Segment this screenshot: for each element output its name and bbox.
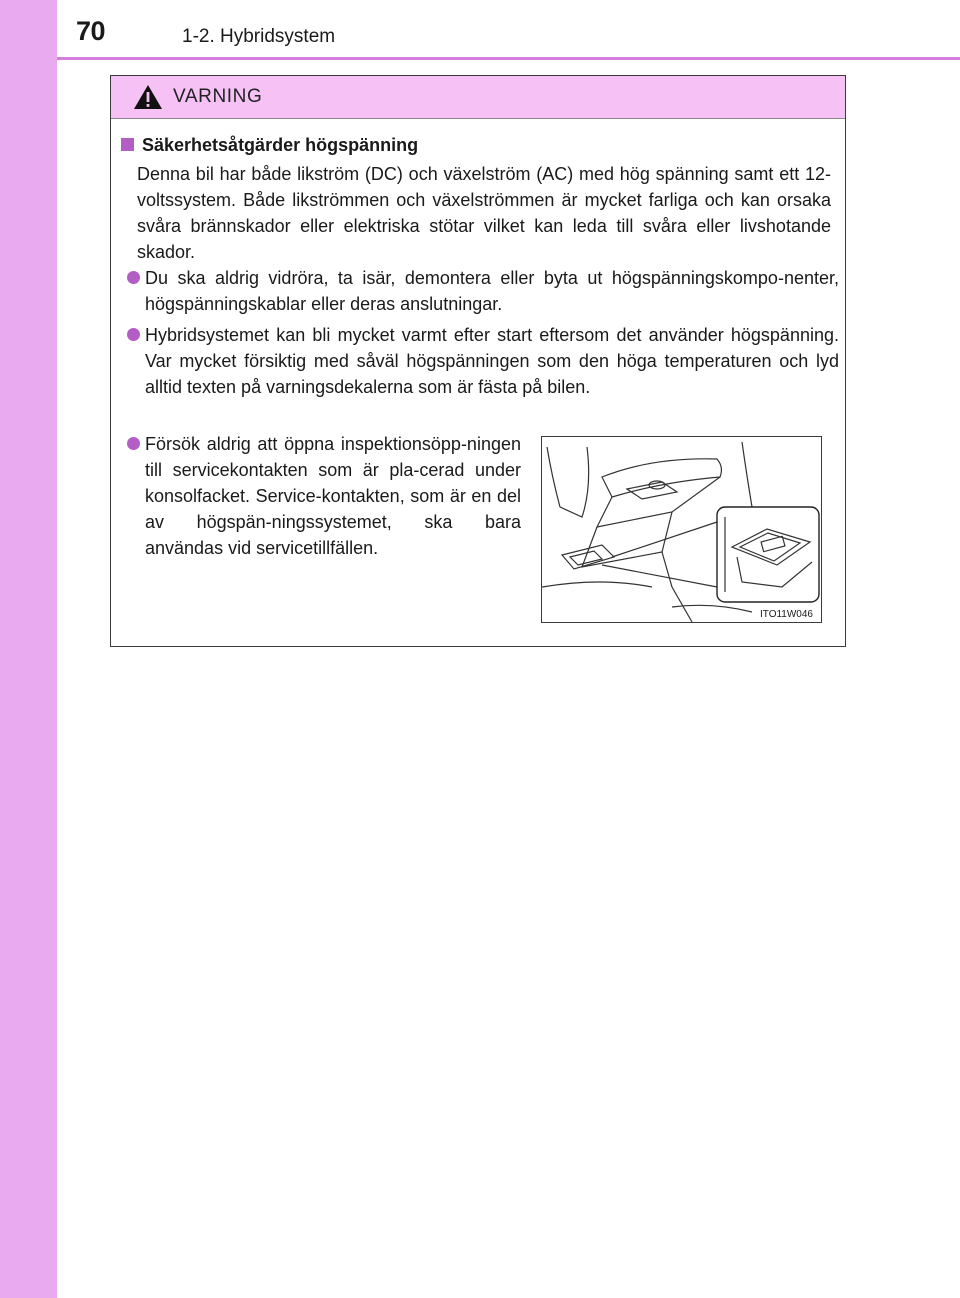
list-item <box>127 265 839 317</box>
list-item-text: Försök aldrig att öppna inspektionsöpp-ningen till servicekontakten som är pla-cerad under konsolfacket. Service-kontakten, som är en del av högspän-ningssystemet, ska bara användas vid servicetillfällen. <box>145 434 521 558</box>
round-bullet-icon <box>127 437 140 450</box>
round-bullet-icon <box>127 271 140 284</box>
round-bullet-icon <box>127 328 140 341</box>
list-item <box>127 431 521 561</box>
warning-label: VARNING <box>173 86 263 107</box>
section-heading-text: Säkerhetsåtgärder högspänning <box>142 135 419 155</box>
square-bullet-icon <box>121 138 134 151</box>
section-title: 1-2. Hybridsystem <box>182 26 336 47</box>
list-item-text: Hybridsystemet kan bli mycket varmt efter start eftersom det använder högspänning. Var mycket försiktig med såväl högspänningen som den höga temperaturen och lyd alltid texten på varningsdekalerna som är fästa på bilen. <box>145 325 839 397</box>
figure-code: ITO11W046 <box>760 609 813 620</box>
page-number: 70 <box>76 16 106 46</box>
side-bar <box>0 0 57 1298</box>
warning-header <box>111 76 845 119</box>
list-item-text: Du ska aldrig vidröra, ta isär, demontera eller byta ut högspänningskompo-nenter, högspänningskablar eller deras anslutningar. <box>145 268 839 314</box>
warning-triangle-icon <box>133 84 163 110</box>
header-divider <box>57 57 960 60</box>
section-heading <box>121 135 418 156</box>
warning-box <box>110 75 846 647</box>
console-drawing <box>542 437 822 623</box>
intro-paragraph: Denna bil har både likström (DC) och växelström (AC) med hög spänning samt ett 12-voltssystem. Både likströmmen och växelströmmen är mycket farliga och kan orsaka svåra brännskador eller elektriska stötar vilket kan leda till svåra eller livshotande skador. <box>137 164 831 262</box>
list-item <box>127 322 839 400</box>
console-illustration <box>541 436 822 623</box>
